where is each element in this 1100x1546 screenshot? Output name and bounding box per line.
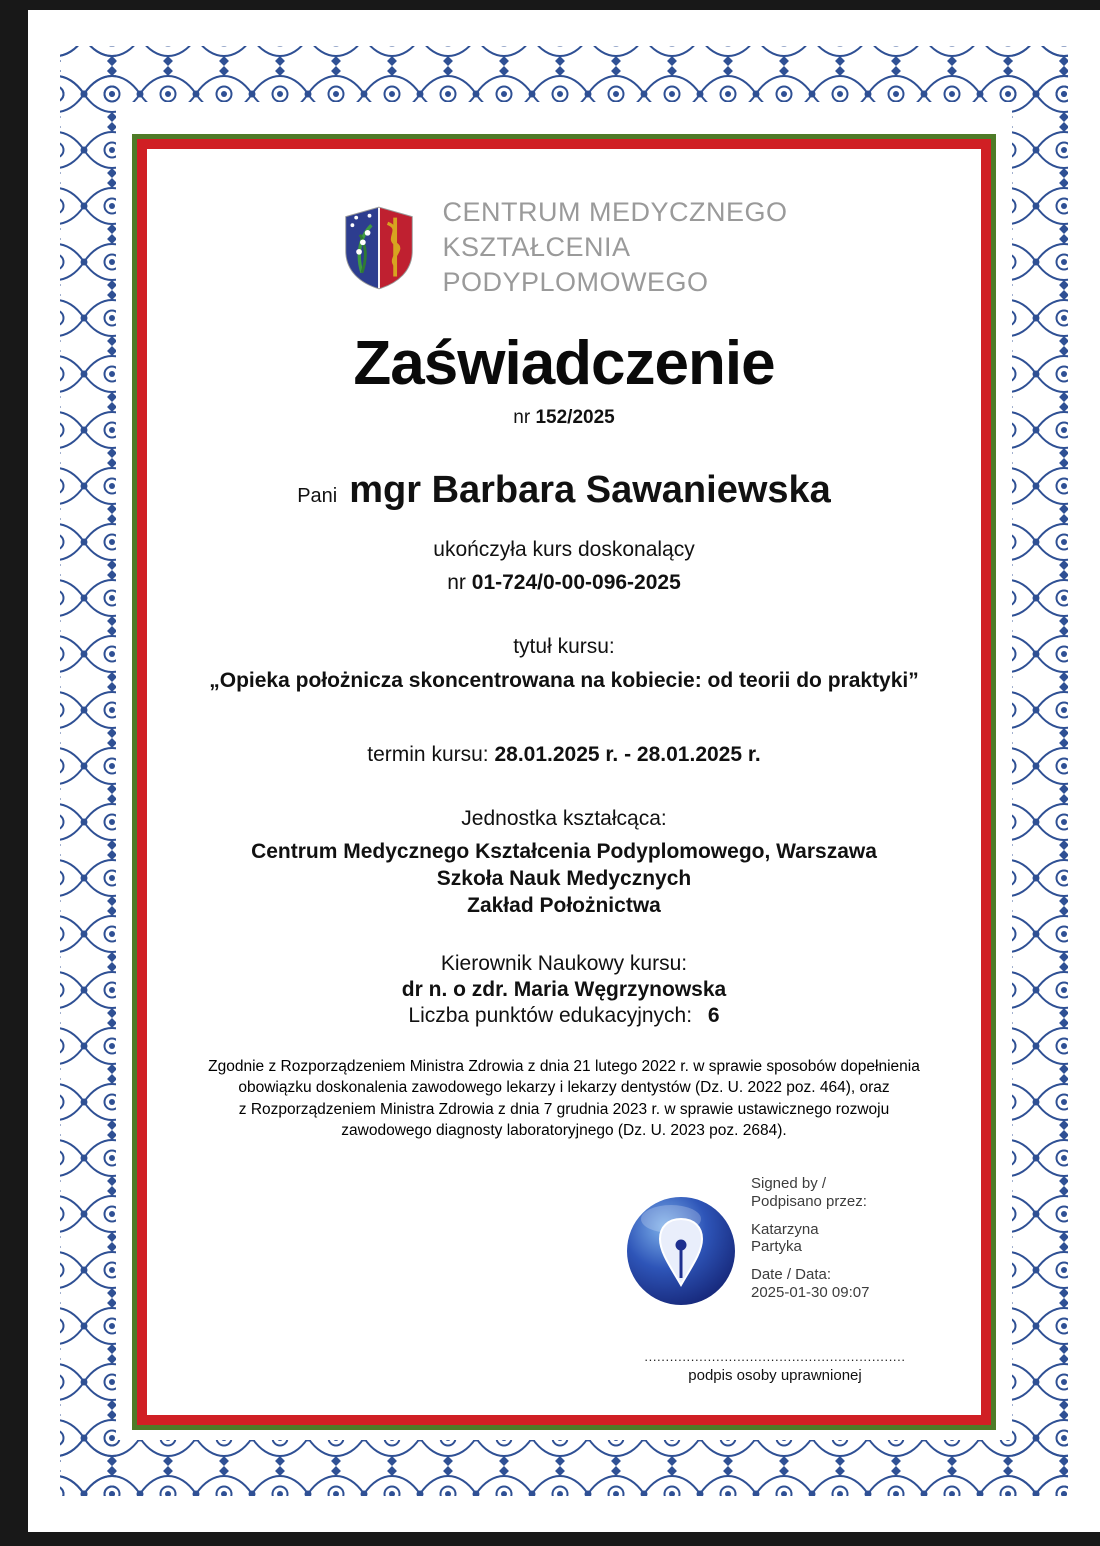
course-dates-value: 28.01.2025 r. - 28.01.2025 r. <box>494 743 761 767</box>
legal-line: zawodowego diagnosty laboratoryjnego (Dz. U. 2023 poz. 2684). <box>341 1122 787 1140</box>
unit-line: Centrum Medycznego Kształcenia Podyplomowego, Warszawa <box>251 840 877 864</box>
unit-line: Szkoła Nauk Medycznych <box>436 867 692 891</box>
signature-caption: podpis osoby uprawnionej <box>688 1367 862 1385</box>
signature-dotted-line: .............................................................. <box>644 1349 906 1365</box>
recipient-row <box>297 469 831 512</box>
course-number-value: 01-724/0-00-096-2025 <box>471 571 681 595</box>
org-logo-shield-icon <box>341 204 417 292</box>
legal-line: Zgodnie z Rozporządzeniem Ministra Zdrowia z dnia 21 lutego 2022 r. w sprawie sposobów dopełnienia <box>208 1057 920 1075</box>
course-dates <box>367 743 760 767</box>
points-label: Liczba punktów edukacyjnych: <box>408 1003 693 1027</box>
signature-pen-icon <box>625 1195 737 1307</box>
course-title-label: tytuł kursu: <box>513 635 615 659</box>
red-frame <box>137 139 991 1425</box>
points-value: 6 <box>707 1003 720 1027</box>
course-number-prefix: nr <box>447 571 466 595</box>
org-name-line: PODYPLOMOWEGO <box>442 267 709 298</box>
signed-by-label: Signed by / <box>751 1175 827 1193</box>
recipient-salutation: Pani <box>297 485 338 508</box>
points-line <box>408 1004 719 1028</box>
org-name-line: CENTRUM MEDYCZNEGO <box>442 197 788 227</box>
certificate-number <box>513 407 614 429</box>
signed-by-label: Podpisano przez: <box>751 1193 867 1211</box>
director-label: Kierownik Naukowy kursu: <box>440 951 688 975</box>
org-name <box>443 195 788 300</box>
signature-block <box>625 1173 925 1384</box>
certificate-title: Zaświadczenie <box>353 329 775 399</box>
signer-name: Katarzyna <box>751 1220 819 1238</box>
certificate-page <box>28 10 1100 1532</box>
course-dates-label: termin kursu: <box>367 743 489 767</box>
legal-text <box>208 1056 920 1142</box>
signature-text <box>751 1173 869 1301</box>
org-logo-block <box>341 195 788 300</box>
unit-lines <box>251 839 877 920</box>
signature-date-value: 2025-01-30 09:07 <box>751 1283 870 1301</box>
signer-name: Partyka <box>751 1238 802 1256</box>
completion-text: ukończyła kurs doskonalący <box>433 538 695 562</box>
director-name: dr n. o zdr. Maria Węgrzynowska <box>401 977 727 1001</box>
course-number <box>447 571 681 595</box>
certificate-number-value: 152/2025 <box>535 407 615 429</box>
course-title: „Opieka położnicza skoncentrowana na kobiecie: od teorii do praktyki” <box>209 669 919 693</box>
recipient-name: mgr Barbara Sawaniewska <box>349 469 831 512</box>
unit-label: Jednostka kształcąca: <box>461 807 667 831</box>
legal-line: z Rozporządzeniem Ministra Zdrowia z dnia 7 grudnia 2023 r. w sprawie ustawicznego rozwoju <box>238 1100 890 1118</box>
green-frame <box>132 134 996 1430</box>
org-name-line: KSZTAŁCENIA <box>442 232 631 263</box>
certificate-content <box>147 149 981 1415</box>
legal-line: obowiązku doskonalenia zawodowego lekarzy i lekarzy dentystów (Dz. U. 2022 poz. 464), oraz <box>238 1079 890 1097</box>
signature-date-label: Date / Data: <box>751 1266 832 1284</box>
unit-line: Zakład Położnictwa <box>467 894 661 918</box>
certificate-number-prefix: nr <box>513 407 531 429</box>
signature-row <box>625 1173 925 1307</box>
